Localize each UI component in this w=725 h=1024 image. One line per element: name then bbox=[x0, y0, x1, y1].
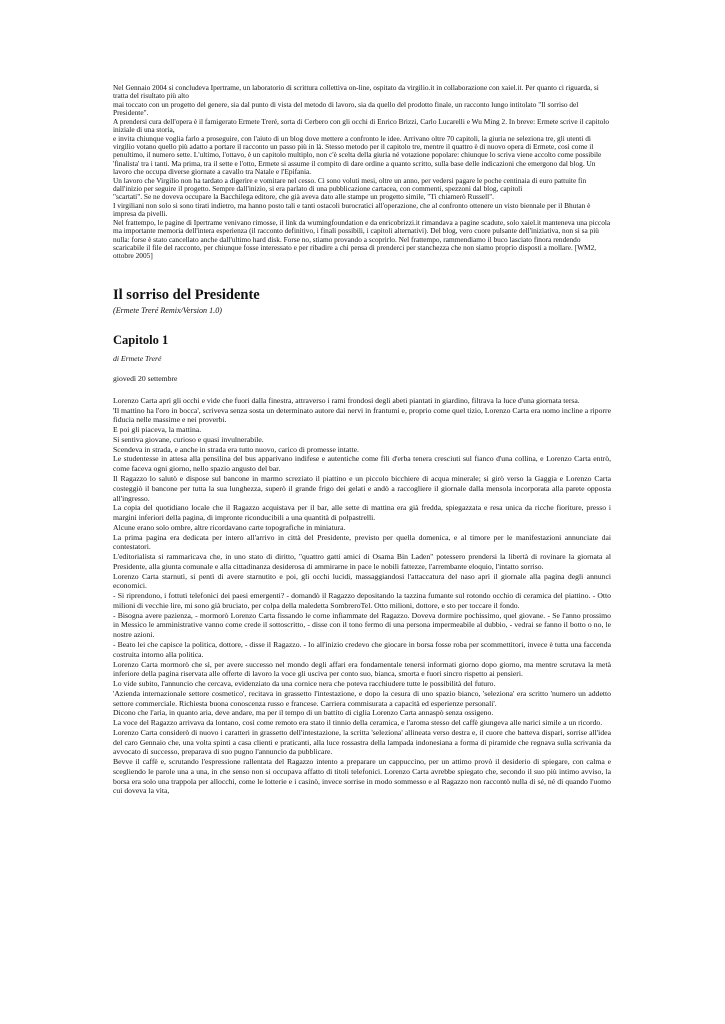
story-paragraph: L'editorialista si rammaricava che, in uno stato di diritto, "quattro gatti amici di Osama Bin Laden" potessero prendersi la libertà di rovinare la giornata al Presidente, alla giunta comunale e alla cittadinanza desiderosa di ammirarne in pace le nobili fattezze, l'arrembante eloquio, l'intatto sorriso. bbox=[113, 552, 611, 571]
intro-paragraph: A prendersi cura dell'opera è il famigerato Ermete Treré, sorta di Cerbero con gli occhi di Enrico Brizzi, Carlo Lucarelli e Wu Ming 2. In breve: Ermete scrive il capitolo iniziale di una storia, bbox=[113, 116, 610, 135]
story-paragraph: Lorenzo Carta aprì gli occhi e vide che fuori dalla finestra, attraverso i rami frondosi degli abeti piantati in giardino, filtrava la luce d'una giornata tersa. bbox=[113, 395, 580, 405]
story-paragraph: Lorenzo Carta considerò di nuovo i caratteri in grassetto dell'intestazione, la scritta 'seleziona' allineata verso destra e, il cuore che batteva dispari, sorrise all'idea del caro Gennaio che, una volta spinti a casa clienti e praticanti, alla luce rossastra della lampada indonesiana a forma di piramide che regnava sulla scrivania da avvocato di successo, preparava di suo pugno l'annuncio da pubblicare. bbox=[113, 727, 611, 757]
intro-paragraph: I virgiliani non solo si sono tirati indietro, ma hanno posto tali e tanti ostacoli burocratici all'operazione, che al confronto ottenere un visto biennale per il Bhutan è impresa da pivelli. bbox=[113, 200, 591, 219]
document-subtitle: (Ermete Treré Remix/Version 1.0) bbox=[113, 305, 222, 315]
story-paragraph: Il Ragazzo lo salutò e dispose sul bancone in marmo screziato il piattino e un piccolo bicchiere di acqua minerale; si girò verso la Gaggia e Lorenzo Carta costeggiò il bancone per tutta la sua lunghezza, superò il grande frigo dei gelati e andò a raccogliere il giornale dalla mensola incorporata alla parete opposta all'ingresso. bbox=[113, 473, 611, 503]
story-paragraph: 'Azienda internazionale settore cosmetico', recitava in grassetto l'intestazione, e dopo la cesura di uno spazio bianco, 'seleziona' era scritto 'numero un addetto settore commerciale. Richiesta buona conoscenza russo e francese. Carriera commisurata a capacità ed esperienze personali'. bbox=[113, 688, 611, 708]
document-title: Il sorriso del Presidente bbox=[113, 286, 260, 303]
story-paragraph: La prima pagina era dedicata per intero all'arrivo in città del Presidente, previsto per quella domenica, e al timore per le manifestazioni annunciate dai contestatori. bbox=[113, 532, 611, 552]
story-paragraph: Lorenzo Carta starnutì, si pentì di avere starnutito e poi, gli occhi lucidi, massaggiandosi l'attaccatura del naso aprì il giornale alla pagina degli annunci economici. bbox=[113, 571, 611, 591]
story-paragraph: La copia del quotidiano locale che il Ragazzo acquistava per il bar, alle sette di mattina era già fredda, spiegazzata e resa unica da ricche fioriture, presso i margini inferiori della pagina, di impronte riconducibili a una quantità di polpastrelli. bbox=[113, 503, 611, 523]
story-paragraph: - Si riprendono, i fottuti telefonici dei paesi emergenti? - domandò il Ragazzo depositando la tazzina fumante sul rotondo occhio di ceramica del piattino. - Otto milioni di vecchie lire, mi sono già bruciato, per colpa della maledetta SombreroTel. Otto milioni, dottore, e sto per toccare il fondo. bbox=[113, 591, 611, 610]
story-body bbox=[113, 396, 611, 796]
intro-paragraph: Nel Gennaio 2004 si concludeva Ipertrame, un laboratorio di scrittura collettiva on-line, ospitato da virgilio.it in collaborazione con xaiel.it. Per quanto ci riguarda, si tratta del risultato più alto bbox=[113, 83, 599, 101]
story-paragraph: E poi gli piaceva, la mattina. bbox=[113, 425, 202, 435]
story-paragraph: Dicono che l'aria, in quanto aria, deve andare, ma per il tempo di un battito di ciglia Lorenzo Carta annaspò senza ossigeno. bbox=[113, 708, 494, 718]
chapter-heading: Capitolo 1 bbox=[113, 332, 169, 347]
story-paragraph: Alcune erano solo ombre, altre ricordavano carte topografiche in miniatura. bbox=[113, 522, 346, 532]
story-paragraph: Bevve il caffè e, scrutando l'espressione rallentata del Ragazzo intento a preparare un cappuccino, per un attimo provò il desiderio di spiegare, con calma e scegliendo le parole una a una, in che senso non si occupava affatto di titoli telefonici. Lorenzo Carta avrebbe spiegato che, secondo il suo più intimo avviso, la borsa era solo una trappola per allocchi, come le lotterie e i casinò, invece sorrise in modo sommesso e al Ragazzo non raccontò nulla di sé, né di quando l'uomo cui doveva la vita, bbox=[113, 757, 611, 796]
intro-paragraph: Nel frattempo, le pagine di Ipertrame venivano rimosse, il link da wumingfoundation e da enricobrizzi.it rimandava a pagine scadute, solo xaiel.it manteneva una piccola ma importante memoria dell'intera esperienza (il racconto definitivo, i finali possibili, i capitoli alternativi). Del blog, vero cuore pulsante dell'iniziativa, non si sa più nulla: forse è stato cancellato anche dall'ultimo hard disk. Forse no, stiamo provando a scoprirlo. Nel frattempo, rammendiamo il buco lasciato finora rendendo scaricabile il file del racconto, per chiunque fosse interessato e per ribadire a chi pensa di prenderci per stanchezza che non siamo proprio disposti a mollare. [WM2, ottobre 2005] bbox=[113, 217, 611, 261]
story-paragraph: - Beato lei che capisce la politica, dottore, - disse il Ragazzo. - Io all'inizio credevo che giocare in borsa fosse roba per scommettitori, invece è tutta una faccenda costruita intorno alla politica. bbox=[113, 640, 611, 659]
story-paragraph: - Bisogna avere pazienza, - mormorò Lorenzo Carta fissando le corne infiammate del Ragazzo. Doveva dormire pochissimo, quel giovane. - Se l'anno prossimo in Messico le amministrative vanno come crede il sottoscritto, - disse con il tono fermo di una persona impermeabile al dubbio, - vedrai se fanno il botto o no, le nostre azioni. bbox=[113, 610, 611, 640]
story-paragraph: 'Il mattino ha l'oro in bocca', scriveva senza sosta un determinato autore dai nervi in frantumi e, proprio come quel tizio, Lorenzo Carta era uomo incline a riporre fiducia nelle massime e nei proverbi. bbox=[113, 405, 611, 425]
story-paragraph: Scendeva in strada, e anche in strada era tutto nuovo, carico di promesse intatte. bbox=[113, 444, 359, 454]
story-paragraph: Lorenzo Carta mormorò che sì, per avere successo nel mondo degli affari era fondamentale tenersi informati giorno dopo giorno, ma mentre scrutava la metà inferiore della pagina riservata alle offerte di lavoro la voce gli usciva per conto suo, bianca, smorta e fuori sincro rispetto ai pensieri. bbox=[113, 659, 611, 679]
chapter-date: giovedì 20 settembre bbox=[113, 373, 178, 383]
intro-paragraph: e invita chiunque voglia farlo a proseguire, con l'aiuto di un blog dove mettere a confronto le idee. Arrivano oltre 70 capitoli, la giuria ne seleziona tre, gli utenti di virgilio votano quello più adatto a portare il racconto un passo più in là. Stesso metodo per il capitolo tre, mentre il quattro è di nuovo opera di Ermete, così come il penultimo, il numero sette. L'ultimo, l'ottavo, è un capitolo multiplo, non c'è scelta della giuria né votazione popolare: chiunque lo scriva viene accolto come possibile 'finalista' tra i tanti. Ma prima, tra il sette e l'otto, Ermete si assume il compito di dare ordine a quanto scritto, sulla base delle indicazioni che emergono dal blog. Un lavoro che occupa diverse giornate a cavallo tra Natale e l'Epifania. bbox=[113, 133, 602, 177]
story-paragraph: La voce del Ragazzo arrivava da lontano, così come remoto era stato il tinnio della ceramica, e l'aroma stesso del caffè giungeva alle narici simile a un ricordo. bbox=[113, 718, 603, 728]
chapter-author: di Ermete Treré bbox=[113, 353, 162, 363]
story-paragraph: Si sentiva giovane, curioso e quasi invulnerabile. bbox=[113, 434, 264, 444]
intro-paragraph: "scartati". Se ne doveva occupare la Bacchilega editore, che già aveva dato alle stampe un progetto simile, "Ti chiamerò Russell". bbox=[113, 192, 495, 202]
story-paragraph: Le studentesse in attesa alla pensilina del bus apparivano indifese e autentiche come fili d'erba tenera cresciuti sul fianco d'una collina, e Lorenzo Carta entrò, come faceva ogni giorno, nello spazio angusto del bar. bbox=[113, 454, 611, 474]
story-paragraph: Lo vide subito, l'annuncio che cercava, evidenziato da una cornice nera che poteva racchiudere tutte le possibilità del futuro. bbox=[113, 679, 496, 689]
document-page bbox=[113, 84, 611, 796]
intro-paragraph: Un lavoro che Virgilio non ha tardato a digerire e vomitare nel cesso. Ci sono voluti mesi, oltre un anno, per vedersi pagare le poche centinaia di euro pattuite fin dall'inizio per seguire il progetto. Sempre dall'inizio, si era parlato di una pubblicazione cartacea, con commenti, spezzoni dal blog, capitoli bbox=[113, 175, 587, 194]
intro-note bbox=[113, 84, 611, 261]
intro-paragraph: mai toccato con un progetto del genere, sia dal punto di vista del metodo di lavoro, sia da quello del prodotto finale, un racconto lungo intitolato "Il sorriso del Presidente". bbox=[113, 99, 579, 118]
